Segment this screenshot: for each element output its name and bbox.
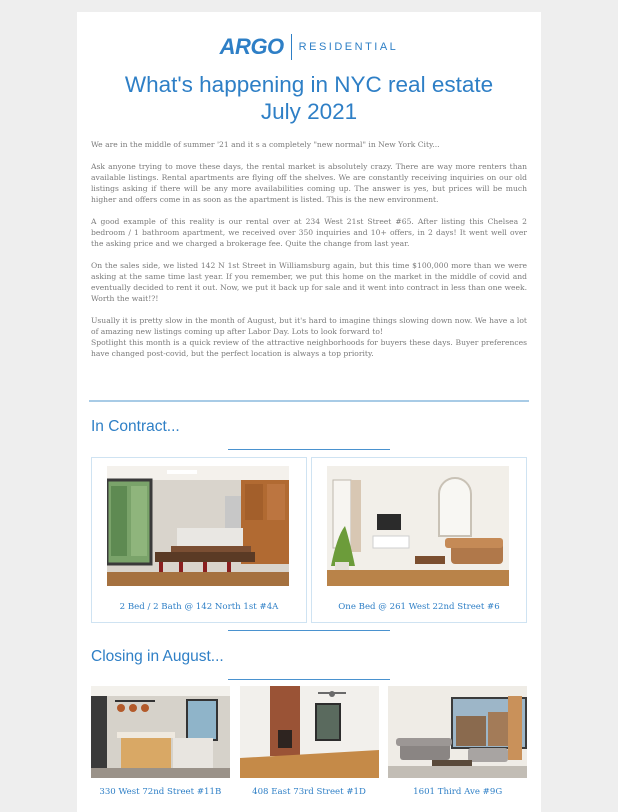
title-line-1: What's happening in NYC real estate (124, 72, 494, 97)
title-line-2: July 2021 (260, 99, 358, 124)
intro-paragraph-4: On the sales side, we listed 142 N 1st Street in Williamsburg again, but this time $100,000 more than we were asking at the same time last year. If you remember, we put this home on the market in the middle of covid and eventually decided to rent it out. Now, we put it back up for sale and it went into contract in less than one week. Worth the wait!?! (91, 261, 527, 303)
living-room-photo-icon[interactable] (327, 466, 509, 586)
newsletter-card (77, 12, 541, 812)
in-contract-rule (228, 449, 390, 450)
in-contract-listings (91, 457, 527, 623)
listing-card[interactable] (311, 457, 527, 623)
section-divider (89, 400, 529, 402)
living-room-photo-icon[interactable] (388, 686, 527, 778)
brand-logo[interactable] (77, 34, 541, 60)
intro-paragraph-6: Spotlight this month is a quick review of the attractive neighborhoods for buyers these days. Buyer preferences have changed post-covid, but the perfect location is always a top priority. (91, 338, 527, 358)
intro-paragraph-3: A good example of this reality is our rental over at 234 West 21st Street #65. After listing this Chelsea 2 bedroom / 1 bathroom apartment, we received over 350 inquiries and 10+ offers, in 2 days! It went well over the asking price and we charged a brokerage fee. Quite the change from last year. (91, 217, 527, 248)
page-title (77, 71, 541, 125)
listing-card[interactable] (240, 686, 379, 812)
intro-paragraph-5: Usually it is pretty slow in the month of August, but it's hard to imagine things slowing down now. We have a lot of amazing new listings coming up after Labor Day. Lots to look forward to! (91, 316, 527, 336)
logo-divider (291, 34, 292, 60)
intro-paragraph-1: We are in the middle of summer '21 and it s a completely "new normal" in New York City... (91, 140, 440, 149)
intro-text (91, 139, 527, 359)
listing-caption[interactable]: One Bed @ 261 West 22nd Street #6 (338, 602, 500, 612)
kitchen-photo-icon[interactable] (91, 686, 230, 778)
intro-paragraph-2: Ask anyone trying to move these days, the rental market is absolutely crazy. There are way more renters than available listings. Rental apartments are flying off the shelves. We are constantly receiving inquiries on our old listings asking if there will be any more availabilities coming up. The answer is yes, but prices will be much higher and offers come in as soon as the apartment is listed. This is the new environment. (91, 162, 527, 204)
listing-card[interactable] (388, 686, 527, 812)
listing-caption[interactable]: 408 East 73rd Street #1D (252, 787, 366, 797)
closing-august-rule (228, 679, 390, 680)
closing-august-heading: Closing in August... (91, 648, 224, 665)
closing-august-listings (91, 686, 527, 812)
kitchen-photo-icon[interactable] (107, 466, 289, 586)
listing-card[interactable] (91, 686, 230, 812)
in-contract-heading: In Contract... (91, 418, 180, 435)
listing-caption[interactable]: 1601 Third Ave #9G (413, 787, 503, 797)
listing-card[interactable] (91, 457, 307, 623)
brand-division: RESIDENTIAL (298, 41, 399, 53)
brick-fireplace-photo-icon[interactable] (240, 686, 379, 778)
listing-caption[interactable]: 330 West 72nd Street #11B (99, 787, 222, 797)
listing-caption[interactable]: 2 Bed / 2 Bath @ 142 North 1st #4A (119, 602, 279, 612)
in-contract-bottom-rule (228, 630, 390, 631)
brand-name: ARGO (219, 34, 284, 59)
